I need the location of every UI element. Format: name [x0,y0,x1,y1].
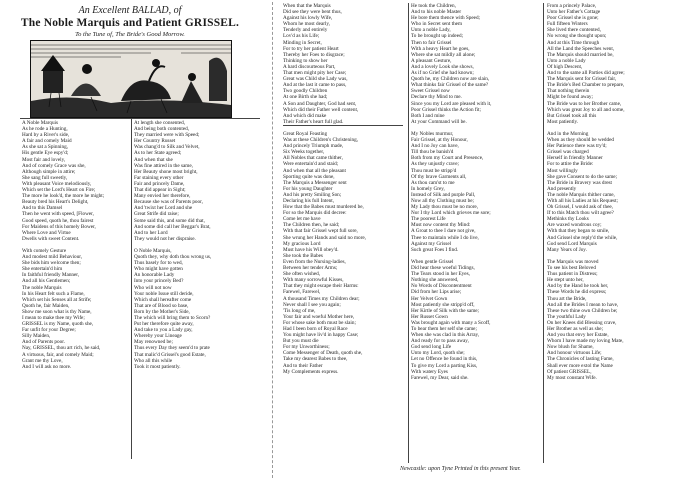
ballad-title: The Noble Marquis and Patient GRISSEL. [20,17,240,29]
column-divider-right-2 [543,3,544,463]
verse-column-2: When that the Marquis Did see they were bent thus, Against his lowly Wife, Whom he most dearly, Tenderly and entirely Lov'd as his Life; Minding in Secret, For to try her patient Heart Thereby her Foes to disgrace; Thinking to show her A hard discourteous Part, That men might pity her Case; Great was Child she Lady was, And at the last it came to pass, Two goodly Children At one Birth she had; A Son and Daughter, God had sent, Which did their Father well content, And which did make Their Father's heart full glad. Great Royal Feasting Was at these Children's Christening, And princely Triumph made, Six Weeks together, All Nobles that came thither, Were entertain'd and staid; And when that all the pleasant Sporting quite was done, The Marquis a Messenger sent For his young Daughter And his pretty Smiling Son; Declaring his full Intent, How that the Babes must murdered be, For so the Marquis did decree: Come let me have The Children then, he said; With that fair Grissel wept full sore, She wrung her Hands and said no more, My gracious Lord Must have his Will obey'd. She took the Babes Even from the Nursing-ladies, Between her tender Arms; She often wished, With many sorrowful Kisses, That they might escape their Harms: Farewel, Farewel, A thousand Times my Children dear; Never shall I see you again; 'Tis long of me, Your fair and woeful Mother here, For whose sake both must be slain; Had I been born of Royal Race You might have liv'd in happy Case; But you must die For my Unworthiness; Come Messenger of Death, quoth she, Take my dearest Babes to thee, And to their Father My Complements express. [283,3,366,375]
column-divider-left [131,119,132,459]
woodcut-illustration [30,40,232,118]
woodcut-scene-icon [31,41,231,117]
verse-rule-col2 [283,125,403,126]
verse-column-1b: At length she consented, And being both contented, They married were with Speed; Her Country Russet Was chang'd to Silk and Velvet, As to her State agreed; And when that she Was fine attired in the same, Her Beauty shone most bright, Far staining every other Fair and princely Dame, That did appear in Sight; Many envied her therefore, Because she was of Parents poor, And 'twixt her Lord and she Great Strife did raise; Some said this, and some did that, And some did call her Beggar's Brat, And to her Lord They would not her dispraise. O Noble Marquis, Quoth they, why doth thou wrong us, Thus basely for to wed, Who might have gotten An honorable Lady Into your princely Bed? Who will not now Your noble Issue still deride, Which shall hereafter come That are of Blood so base, Born by the Mother's Side, The which will bring them to Scorn? Put her therefore quite away, And take to you a Lady gay, Whereby your Lineage May renowned be; Thus every Day they seem'd to prate That malic'd Grissel's good Estate, Who all this while Took it most patiently. [134,120,212,370]
verse-column-4: From a princely Palace, Unto her Father's Cottage Poor Grissel she is gone; Full fifteen Winters She lived there contented, No wrong she thought upon; And at this Time through All the Land the Speeches went, The Marquis should married be, Unto a noble Lady Of high Descent, And to the same all Parties did agree; The Marquis sent for Grissel fair, The Bride's Bed Chamber to prepare, That nothing therein Might be found away; The Bride was to her Brother came, Which was great Joy to all and some, But Grissel took all this Most patiently. And in the Morning When as they should be wedded Her Patience there was try'd; Grissel was charged Herself in friendly Manner For to attire the Bride: Most willingly She gave Consent to do the same; The Bride in Bravery was drest And presently The noble Marquis thither came, With all his Ladies at his Request; Oh Grissel, I would ask of thee, If to this Match thou wilt agree? Methinks thy Looks Are waxed wondrous coy; With that they began to smile, And Grissel she reply'd the while, God send Lord Marquis Many Years of Joy. The Marquis was moved To see his best Beloved Thus patient in Distress; He stept unto her, And by the Hand he took her, These Words he did express; Thou art the Bride, And all the Brides I mean to have, These two thine own Children be; The youthful Lady On her Knees did Blessing crave, Her Brother as well as she; And you that envy her Estate, Whom I have made my loving Mate, Now blush for Shame, And honour virtuous Life; The Chronicles of lasting Fame, Shall ever more extol the Name Of patient GRISSEL, My most constant Wife. [547,3,625,381]
tune-line: To the Tune of, The Bride's Good Morrow. [75,31,185,38]
printer-imprint: Newcastle: upon Tyne Printed in this present Year. [400,466,521,472]
page-gutter [272,2,273,478]
column-divider-right-1 [408,3,409,463]
verse-column-3: He took the Children, And to his noble Master He bore them thence with Speed; Who in Secret sent them Unto a noble Lady, To be brought up indeed; Then to fair Grissel With a heavy Heart he goes, Where she sat mildly all alone; A pleasant Gesture, And a lovely Look she shows, As if no Grief she had known; Quoth he, my Children now are slain, What thinks fair Grissel of the same? Sweet Grissel now Declare thy Mind to me. Since you my Lord are pleased with it, Poor Grissel thinks the Action fit; Both I and mine At your Command will be. My Nobles murmur, Fair Grissel, at thy Honour, And I no Joy can have, Till thou be banish'd Both from my Court and Presence, As they unjustly crave; Thou must be stripp'd Of thy brave Garments all, As thou cam'st to me In homely Grey, Instead of Silk and purple Pall, Now all thy Clothing must be; My Lady thou must be no more, Nor I thy Lord which grieves me sore; The poorest Life Must now content thy Mind: A Groat to thee I dare not give, Thee to maintain while I do live, Against my Grissel Such great Foes I find. When gentle Grissel Did hear these woeful Tidings, The Tears stood in her Eyes, Nothing she answered, No Words of Discontentment Did from her Lips arise; Her Velvet Gown Most patiently she stripp'd off, Her Kirtle of Silk with the same; Her Russet Gown Was brought again with many a Scoff, To bear them her self she came; When she was clad in this Array, And ready for to pass away, God send long Life Unto my Lord, quoth she; Let no Offence be found in this, To give my Lord a parting Kiss, With watery Eyes Farewel, my Dear, said she. [411,3,492,381]
rule-under-woodcut [20,118,260,119]
ballad-title-line1: An Excellent BALLAD, of [78,5,182,16]
verse-column-1a: A Noble Marquis As he rode a Hunting, Hard by a River's side, A fair and comely Maid As she sat a Spinning, His gentle Eye espy'd; Most fair and lovely, And of comely Grace was she, Although simple in attire; She sang full sweetly, With pleasant Voice melodiously, Which set the Lord's Heart on Fire; The more he look'd, the more he might; Beauty bred his Heart's Delight, And to this Damsel Then he went with speed, [Flower, Good speed, quoth he, thou fairest For Maidens of this homely Bower, Where Love and Virtue Dwells with sweet Content. With comely Gesture And modest mild Behaviour, She bids him welcome then; She entertain'd him In faithful friendly Manner, And all his Gentlemen; The noble Marquis In his Heart felt such a Flame, Which set his Senses all at Strife; Quoth he, fair Maiden, Show me soon what is thy Name, I mean to make thee my Wife; GRISSEL is my Name, quoth she, Far unfit for your Degree; Silly Maiden, And of Parents poor. Nay, GRISSEL, thou art rich, he said, A virtuous, fair, and comely Maid; Grant me thy Love, And I will ask no more. [22,120,105,370]
